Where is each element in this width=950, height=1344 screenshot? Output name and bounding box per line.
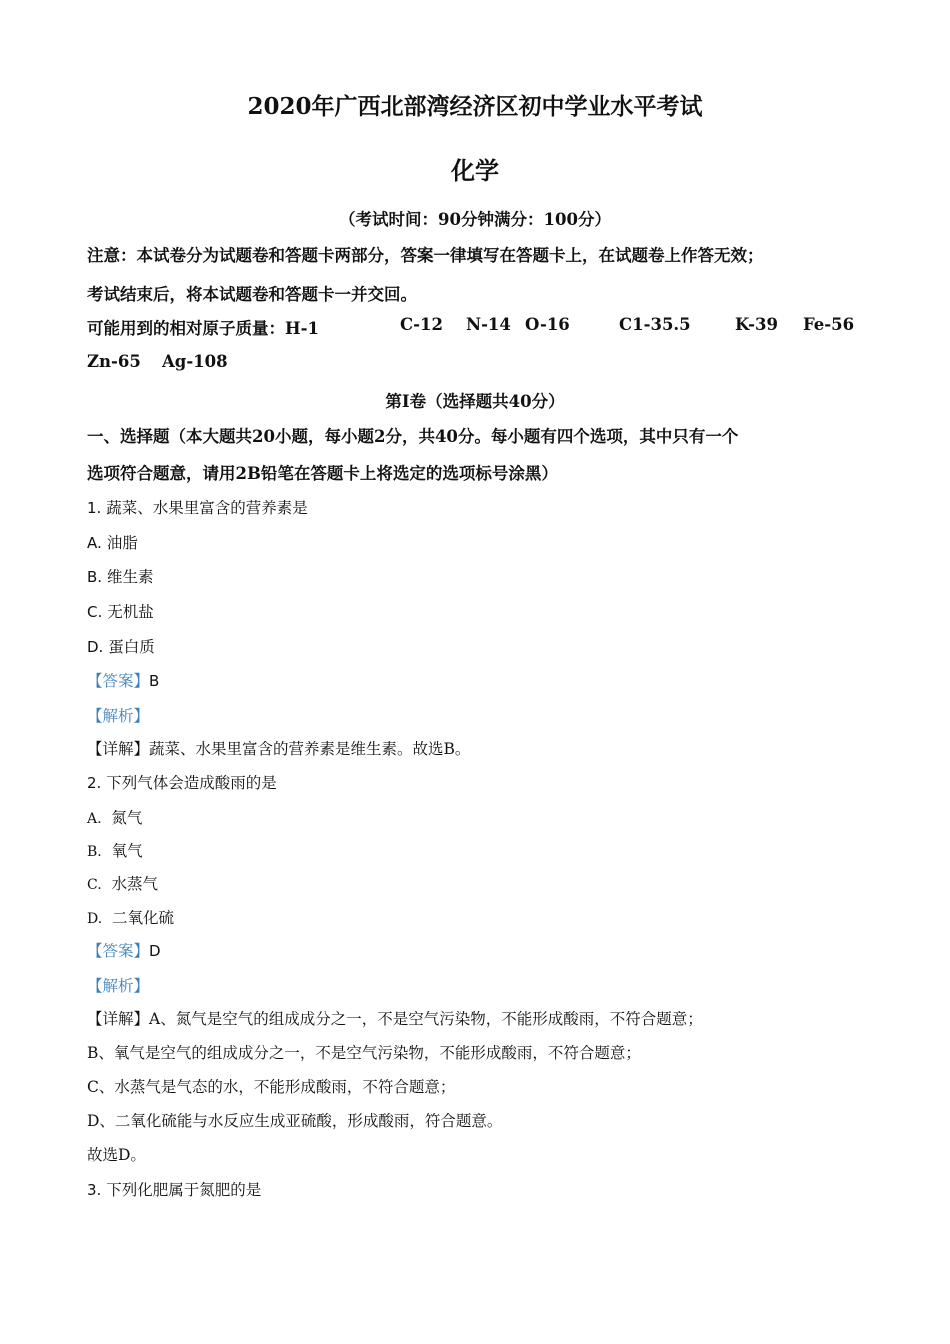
question-text: 蔬菜、水果里富含的营养素是 bbox=[106, 499, 308, 517]
q2-detail-line-4: D、二氧化硫能与水反应生成亚硫酸，形成酸雨，符合题意。 bbox=[87, 1112, 503, 1130]
notice-line-1: 注意：本试卷分为试题卷和答题卡两部分，答案一律填写在答题卡上，在试题卷上作答无效； bbox=[87, 246, 764, 265]
atomic-mass-item: Zn-65 bbox=[87, 352, 141, 371]
detail-tag: 【详解】 bbox=[87, 740, 150, 758]
q1-option-b: B. 维生素 bbox=[87, 568, 154, 586]
q2-analysis-tag: 【解析】 bbox=[87, 977, 150, 995]
q1-option-a: A. 油脂 bbox=[87, 534, 138, 552]
notice-line-2: 考试结束后，将本试题卷和答题卡一并交回。 bbox=[87, 285, 417, 304]
atomic-mass-item: N-14 bbox=[466, 315, 511, 334]
question-2 bbox=[87, 771, 277, 793]
section-instruction-2: 选项符合题意，请用2B铅笔在答题卡上将选定的选项标号涂黑） bbox=[87, 464, 558, 483]
q2-answer bbox=[87, 939, 161, 961]
q1-option-d: D. 蛋白质 bbox=[87, 638, 155, 656]
q1-option-c: C. 无机盐 bbox=[87, 603, 154, 621]
question-text: 下列气体会造成酸雨的是 bbox=[106, 774, 277, 792]
subject-title: 化学 bbox=[451, 156, 499, 185]
q2-detail-line-2: B、氧气是空气的组成成分之一，不是空气污染物，不能形成酸雨，不符合题意； bbox=[87, 1044, 641, 1062]
question-number: 3. bbox=[87, 1181, 102, 1199]
atomic-mass-item: Fe-56 bbox=[803, 315, 855, 334]
q2-detail-line-3: C、水蒸气是气态的水，不能形成酸雨，不符合题意； bbox=[87, 1078, 456, 1096]
exam-title: 2020年广西北部湾经济区初中学业水平考试 bbox=[247, 93, 703, 120]
section-title: 第I卷（选择题共40分） bbox=[385, 392, 565, 411]
question-number: 2. bbox=[87, 774, 102, 792]
section-instruction-1: 一、选择题（本大题共20小题，每小题2分，共40分。每小题有四个选项，其中只有一个 bbox=[87, 427, 739, 446]
atomic-mass-item: O-16 bbox=[525, 315, 570, 334]
q2-option-b: B. 氧气 bbox=[87, 842, 143, 860]
answer-tag: 【答案】 bbox=[87, 672, 150, 690]
answer-value: B bbox=[149, 672, 160, 690]
atomic-mass-item: Ag-108 bbox=[162, 352, 228, 371]
q2-option-a: A. 氮气 bbox=[87, 809, 143, 827]
q2-detail-line-1: 【详解】A、氮气是空气的组成成分之一，不是空气污染物，不能形成酸雨，不符合题意； bbox=[87, 1010, 703, 1028]
answer-tag: 【答案】 bbox=[87, 942, 150, 960]
atomic-mass-label: 可能用到的相对原子质量：H-1 bbox=[87, 319, 319, 338]
question-1 bbox=[87, 496, 308, 518]
question-text: 下列化肥属于氮肥的是 bbox=[106, 1181, 262, 1199]
q2-option-c: C. 水蒸气 bbox=[87, 875, 159, 893]
q1-answer bbox=[87, 669, 159, 691]
atomic-mass-item: C-12 bbox=[400, 315, 443, 334]
q2-detail-line-5: 故选D。 bbox=[87, 1146, 146, 1164]
atomic-mass-item: K-39 bbox=[735, 315, 778, 334]
q2-option-d: D. 二氧化硫 bbox=[87, 909, 175, 927]
detail-text: 蔬菜、水果里富含的营养素是维生素。故选B。 bbox=[149, 740, 471, 758]
q1-analysis-tag: 【解析】 bbox=[87, 707, 150, 725]
detail-tag: 【详解】 bbox=[87, 1010, 150, 1028]
exam-info: （考试时间：90分钟满分：100分） bbox=[339, 210, 611, 229]
question-3 bbox=[87, 1178, 261, 1200]
q1-detail bbox=[87, 737, 470, 759]
atomic-mass-item: C1-35.5 bbox=[619, 315, 691, 334]
question-number: 1. bbox=[87, 499, 102, 517]
answer-value: D bbox=[149, 942, 161, 960]
